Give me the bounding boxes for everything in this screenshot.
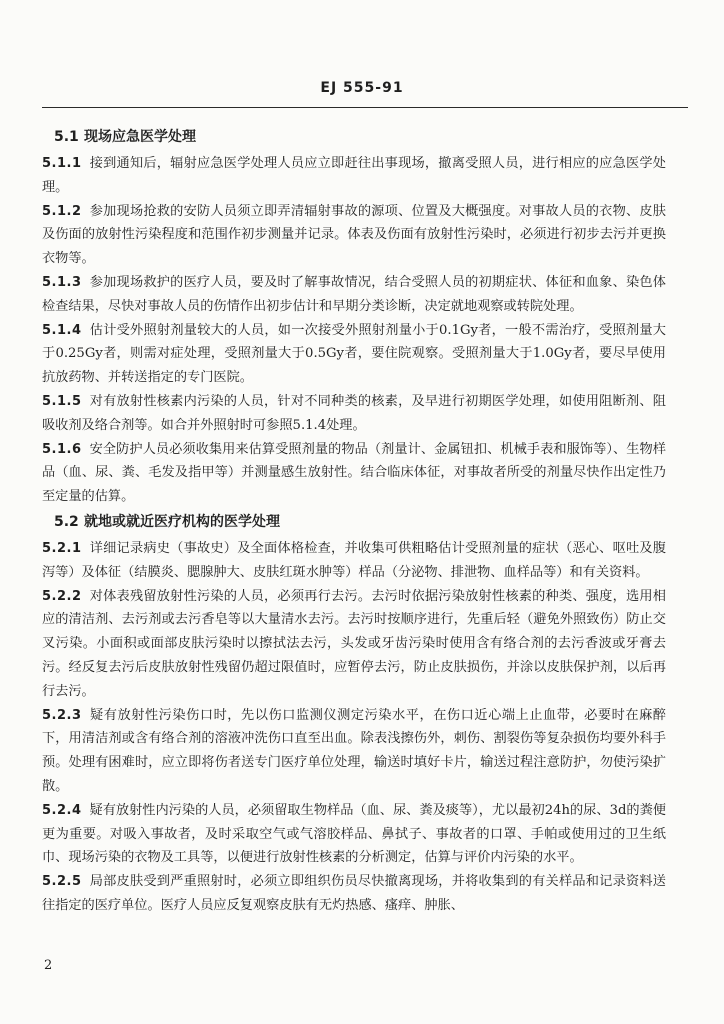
- clause-text: 对体表残留放射性污染的人员，必须再行去污。去污时依据污染放射性核素的种类、强度，选用相应的清洁剂、去污剂或去污香皂等以大量清水去污。去污时按顺序进行，先重后轻（避免外照致伤）防止交叉污染。小面积或面部皮肤污染时以擦拭法去污，头发或牙齿污染时使用含有络合剂的去污香波或牙膏去污。经反复去污后皮肤放射性残留仍超过限值时，应暂停去污，防止皮肤损伤，并涂以皮肤保护剂，以后再行去污。: [42, 588, 666, 699]
- clause-number: 5.2.5: [42, 874, 82, 890]
- section-title: 现场应急医学处理: [84, 129, 196, 145]
- paragraph-5-1-3: [42, 271, 666, 319]
- section-number: 5.2: [54, 513, 79, 530]
- section-heading-5-1: [42, 126, 666, 148]
- clause-number: 5.2.1: [42, 540, 82, 556]
- clause-text: 估计受外照射剂量较大的人员，如一次接受外照射剂量小于0.1Gy者，一般不需治疗，受照剂量大于0.25Gy者，则需对症处理，受照剂量大于0.5Gy者，要住院观察。受照剂量大于1.0Gy者，要尽早使用抗放药物、并转送指定的专门医院。: [42, 322, 666, 386]
- clause-text: 参加现场抢救的安防人员须立即弄清辐射事故的源项、位置及大概强度。对事故人员的衣物、皮肤及伤面的放射性污染程度和范围作初步测量并记录。体表及伤面有放射性污染时，必须进行初步去污并更换衣物等。: [42, 203, 666, 267]
- paragraph-5-1-6: [42, 438, 666, 509]
- clause-text: 疑有放射性内污染的人员，必须留取生物样品（血、尿、粪及痰等），尤以最初24h的尿、3d的粪便更为重要。对吸入事故者，及时采取空气或气溶胶样品、鼻拭子、事故者的口罩、手帕或使用过的卫生纸巾、现场污染的衣物及工具等，以便进行放射性核素的分析测定，估算与评价内污染的水平。: [42, 802, 666, 866]
- page-number: 2: [44, 958, 53, 973]
- clause-number: 5.1.3: [42, 274, 82, 290]
- clause-text: 疑有放射性污染伤口时，先以伤口监测仪测定污染水平，在伤口近心端上止血带，必要时在麻醉下，用清洁剂或含有络合剂的溶液冲洗伤口直至出血。除表浅擦伤外，刺伤、割裂伤等复杂损伤均要外科手预。处理有困难时，应立即将伤者送专门医疗单位处理，输送时填好卡片，输送过程注意防护，勿使污染扩散。: [42, 707, 666, 794]
- clause-text: 详细记录病史（事故史）及全面体格检查，并收集可供粗略估计受照剂量的症状（恶心、呕吐及腹泻等）及体征（结膜炎、腮腺肿大、皮肤红斑水肿等）样品（分泌物、排泄物、血样品等）和有关资料。: [42, 540, 666, 580]
- clause-text: 局部皮肤受到严重照射时，必须立即组织伤员尽快撤离现场，并将收集到的有关样品和记录资料送往指定的医疗单位。医疗人员应反复观察皮肤有无灼热感、瘙痒、肿胀、: [42, 874, 666, 913]
- paragraph-5-2-2: [42, 585, 666, 704]
- clause-text: 参加现场救护的医疗人员，要及时了解事故情况，结合受照人员的初期症状、体征和血象、染色体检查结果，尽快对事故人员的伤情作出初步估计和早期分类诊断，决定就地观察或转院处理。: [42, 274, 666, 314]
- clause-number: 5.2.2: [42, 588, 82, 604]
- paragraph-5-2-5: [42, 870, 666, 918]
- clause-number: 5.1.4: [42, 322, 82, 338]
- clause-text: 安全防护人员必须收集用来估算受照剂量的物品（剂量计、金属钮扣、机械手表和服饰等）、生物样品（血、尿、粪、毛发及指甲等）并测量感生放射性。结合临床体征，对事故者所受的剂量尽快作出定性乃至定量的估算。: [42, 441, 666, 505]
- clause-number: 5.1.5: [42, 393, 82, 409]
- standard-code-header: EJ 555-91: [320, 80, 404, 96]
- header-rule: [42, 107, 688, 108]
- clause-text: 对有放射性核素内污染的人员，针对不同种类的核素，及早进行初期医学处理，如使用阻断剂、阻吸收剂及络合剂等。如合并外照射时可参照5.1.4处理。: [42, 393, 666, 433]
- clause-number: 5.1.6: [42, 441, 82, 457]
- clause-text: 接到通知后，辐射应急医学处理人员应立即赶往出事现场，撤离受照人员，进行相应的应急医学处理。: [42, 156, 666, 195]
- paragraph-5-2-1: [42, 537, 666, 585]
- paragraph-5-1-4: [42, 319, 666, 390]
- section-heading-5-2: [42, 511, 666, 533]
- paragraph-5-1-5: [42, 390, 666, 438]
- paragraph-5-2-4: [42, 799, 666, 870]
- clause-number: 5.1.1: [42, 156, 82, 171]
- section-title: 就地或就近医疗机构的医学处理: [84, 513, 280, 530]
- clause-number: 5.2.4: [42, 802, 82, 818]
- document-body: [42, 126, 666, 918]
- clause-number: 5.1.2: [42, 203, 82, 219]
- section-number: 5.1: [54, 129, 79, 145]
- paragraph-5-2-3: [42, 704, 666, 799]
- paragraph-5-1-2: [42, 200, 666, 271]
- clause-number: 5.2.3: [42, 707, 82, 723]
- paragraph-5-1-1: [42, 152, 666, 200]
